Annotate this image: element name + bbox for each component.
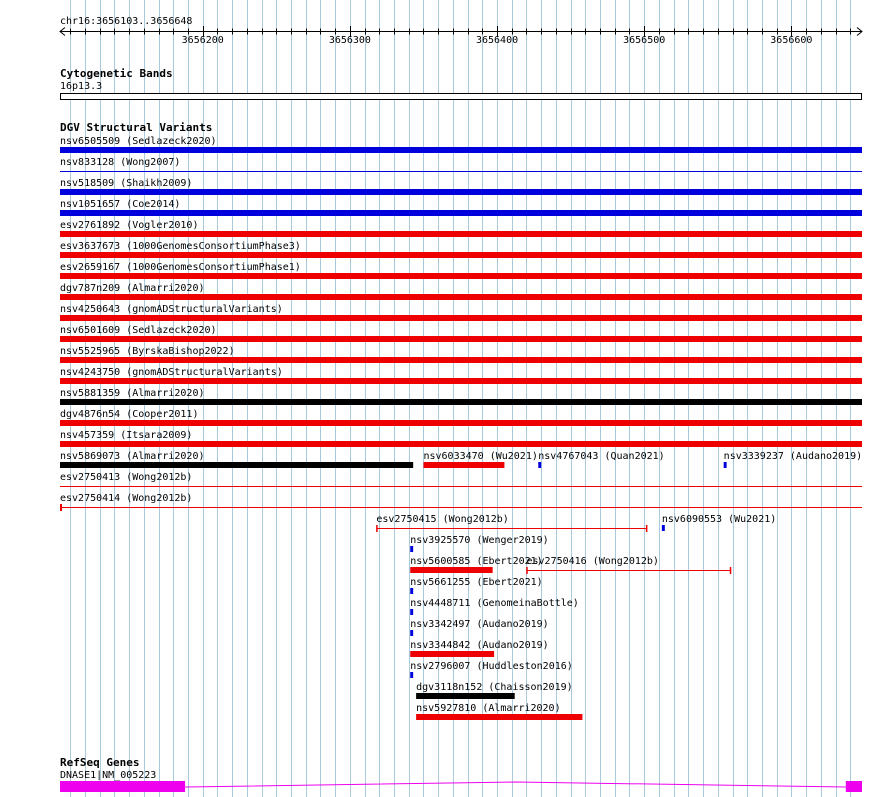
gene-exon[interactable] — [846, 781, 862, 792]
variant-bar[interactable] — [0, 231, 890, 239]
variant-label[interactable]: nsv4767043 (Quan2021) — [538, 451, 665, 462]
ruler-tick-label: 3656600 — [770, 35, 813, 46]
variant-bar[interactable] — [0, 315, 890, 323]
variant-label[interactable]: nsv457359 (Itsara2009) — [60, 430, 193, 441]
variant-bar[interactable] — [0, 420, 890, 428]
cytoband-label: 16p13.3 — [60, 81, 103, 92]
variant-bar[interactable] — [0, 378, 890, 386]
variant-bar[interactable] — [0, 294, 890, 302]
variant-label[interactable]: nsv6505509 (Sedlazeck2020) — [60, 136, 217, 147]
variant-label[interactable]: nsv4250643 (gnomADStructuralVariants) — [60, 304, 283, 315]
variant-bar[interactable] — [0, 672, 890, 680]
variant-bar[interactable] — [0, 567, 890, 575]
variant-bar[interactable] — [0, 693, 890, 701]
variant-bar[interactable] — [0, 588, 890, 596]
variant-label[interactable]: dgv787n209 (Almarri2020) — [60, 283, 205, 294]
variant-label[interactable]: dgv4876n54 (Cooper2011) — [60, 409, 199, 420]
variant-bar[interactable] — [0, 525, 890, 533]
variant-label[interactable]: nsv5869073 (Almarri2020) — [60, 451, 205, 462]
variant-label[interactable]: nsv6033470 (Wu2021) — [423, 451, 538, 462]
variant-label[interactable]: nsv518509 (Shaikh2009) — [60, 178, 193, 189]
variant-bar[interactable] — [0, 252, 890, 260]
ruler-tick-label: 3656500 — [623, 35, 666, 46]
variant-label[interactable]: esv3637673 (1000GenomesConsortiumPhase3) — [60, 241, 301, 252]
variant-bar[interactable] — [0, 630, 890, 638]
variant-bar[interactable] — [0, 546, 890, 554]
variant-label[interactable]: nsv6090553 (Wu2021) — [661, 514, 777, 525]
variant-bar[interactable] — [0, 504, 890, 512]
gene-intron — [185, 782, 846, 787]
variant-bar[interactable] — [0, 609, 890, 617]
gene-exon[interactable] — [60, 781, 185, 792]
ruler-tick-label: 3656200 — [181, 35, 224, 46]
variant-label[interactable]: esv2761892 (Vogler2010) — [60, 220, 199, 231]
ruler-tick-label: 3656300 — [328, 35, 371, 46]
variant-label[interactable]: nsv5600585 (Ebert2021) — [410, 556, 543, 567]
variant-label[interactable]: nsv4243750 (gnomADStructuralVariants) — [60, 367, 283, 378]
variant-label[interactable]: esv2659167 (1000GenomesConsortiumPhase1) — [60, 262, 301, 273]
variant-bar[interactable] — [0, 210, 890, 218]
variant-label[interactable]: nsv5881359 (Almarri2020) — [60, 388, 205, 399]
variant-label[interactable]: nsv5661255 (Ebert2021) — [410, 577, 543, 588]
variant-bar[interactable] — [0, 462, 890, 470]
gene-label[interactable]: DNASE1|NM_005223 — [60, 770, 157, 781]
ruler-tick-label: 3656400 — [475, 35, 519, 46]
variant-bar[interactable] — [0, 714, 890, 722]
variant-bar[interactable] — [0, 399, 890, 407]
position-label: chr16:3656103..3656648 — [60, 16, 193, 27]
variant-bar[interactable] — [0, 357, 890, 365]
variant-bar[interactable] — [0, 273, 890, 281]
variant-bar[interactable] — [0, 147, 890, 155]
variant-bar[interactable] — [0, 651, 890, 659]
gene-model[interactable] — [0, 780, 890, 794]
variant-label[interactable]: nsv3925570 (Wenger2019) — [410, 535, 549, 546]
variant-label[interactable]: nsv5927810 (Almarri2020) — [416, 703, 561, 714]
variant-bar[interactable] — [0, 336, 890, 344]
variant-label[interactable]: esv2750416 (Wong2012b) — [526, 556, 659, 567]
variant-bar[interactable] — [0, 483, 890, 491]
variant-label[interactable]: dgv3118n152 (Chaisson2019) — [416, 682, 573, 693]
variant-label[interactable]: nsv2796007 (Huddleston2016) — [410, 661, 573, 672]
dgv-track-title: DGV Structural Variants — [60, 121, 213, 134]
variant-label[interactable]: nsv5525965 (ByrskaBishop2022) — [60, 346, 235, 357]
variant-label[interactable]: nsv833128 (Wong2007) — [60, 157, 181, 168]
variant-label[interactable]: esv2750414 (Wong2012b) — [60, 493, 193, 504]
variant-label[interactable]: nsv1051657 (Coe2014) — [60, 199, 181, 210]
cytobands-track-title: Cytogenetic Bands — [60, 67, 173, 80]
variant-label[interactable]: nsv3342497 (Audano2019) — [410, 619, 549, 630]
variant-bar[interactable] — [0, 168, 890, 176]
variant-label[interactable]: nsv6501609 (Sedlazeck2020) — [60, 325, 217, 336]
variant-label[interactable]: esv2750413 (Wong2012b) — [60, 472, 193, 483]
cytoband-bar[interactable] — [0, 91, 890, 103]
refseq-track-title: RefSeq Genes — [60, 756, 140, 769]
variant-bar[interactable] — [0, 189, 890, 197]
cytoband-16p13-3[interactable] — [61, 94, 862, 100]
variant-label[interactable]: nsv3344842 (Audano2019) — [410, 640, 549, 651]
variant-label[interactable]: esv2750415 (Wong2012b) — [376, 514, 509, 525]
variant-bar[interactable] — [0, 441, 890, 449]
variant-label[interactable]: nsv4448711 (GenomeinaBottle) — [410, 598, 579, 609]
variant-label[interactable]: nsv3339237 (Audano2019) — [723, 451, 863, 462]
